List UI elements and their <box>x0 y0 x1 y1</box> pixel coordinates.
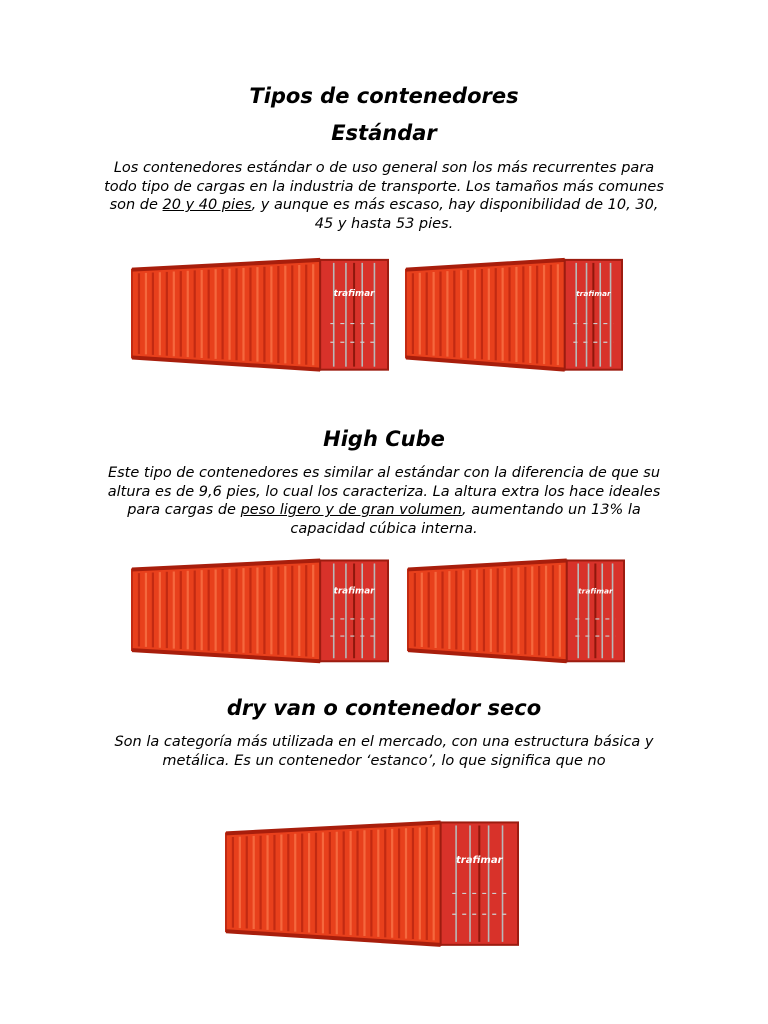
section-heading-dry-van: dry van o contenedor seco <box>226 696 542 720</box>
section-heading-high-cube: High Cube <box>323 427 445 451</box>
section-paragraph-high-cube <box>100 464 668 538</box>
container-image-4 <box>408 556 624 668</box>
section-paragraph-dry-van <box>100 733 668 770</box>
underlined-phrase: 20 y 40 pies <box>162 197 252 214</box>
container-logo: trafimar <box>455 854 503 866</box>
container-side <box>406 260 565 370</box>
container-image-3 <box>132 556 388 668</box>
paragraph-text: Son la categoría más utilizada en el mercado, con una estructura básica y metálica. Es un contenedor ‘estanco’, lo que significa que no <box>114 734 654 769</box>
container-logo: trafimar <box>576 289 611 299</box>
paragraph-text: , y aunque es más escaso, hay disponibilidad de 10, 30, 45 y hasta 53 pies. <box>251 197 659 232</box>
paragraph-text: Este tipo de contenedores es similar al estándar con la diferencia de que su altura es de 9,6 pies, lo cual los caracteriza. La altura extra los hace ideales para cargas de <box>107 465 661 519</box>
paragraph-text: , aumentando un 13% la capacidad cúbica interna. <box>290 502 641 537</box>
underlined-phrase: peso ligero y de gran volumen <box>240 502 463 519</box>
container-logo: trafimar <box>333 586 375 597</box>
container-image-1 <box>132 255 388 377</box>
page-title: Tipos de contenedores <box>249 84 519 108</box>
section-heading-estandar: Estándar <box>331 121 437 145</box>
container-image-5 <box>226 817 518 953</box>
container-side <box>226 822 441 944</box>
section-paragraph-estandar <box>100 159 668 233</box>
container-logo: trafimar <box>333 289 375 300</box>
container-image-2 <box>406 255 622 377</box>
container-side <box>408 560 567 661</box>
container-logo: trafimar <box>578 586 613 596</box>
paragraph-text: Los contenedores estándar o de uso general son los más recurrentes para todo tipo de cargas en la industria de transporte. Los tamaños más comunes son de <box>104 160 664 214</box>
